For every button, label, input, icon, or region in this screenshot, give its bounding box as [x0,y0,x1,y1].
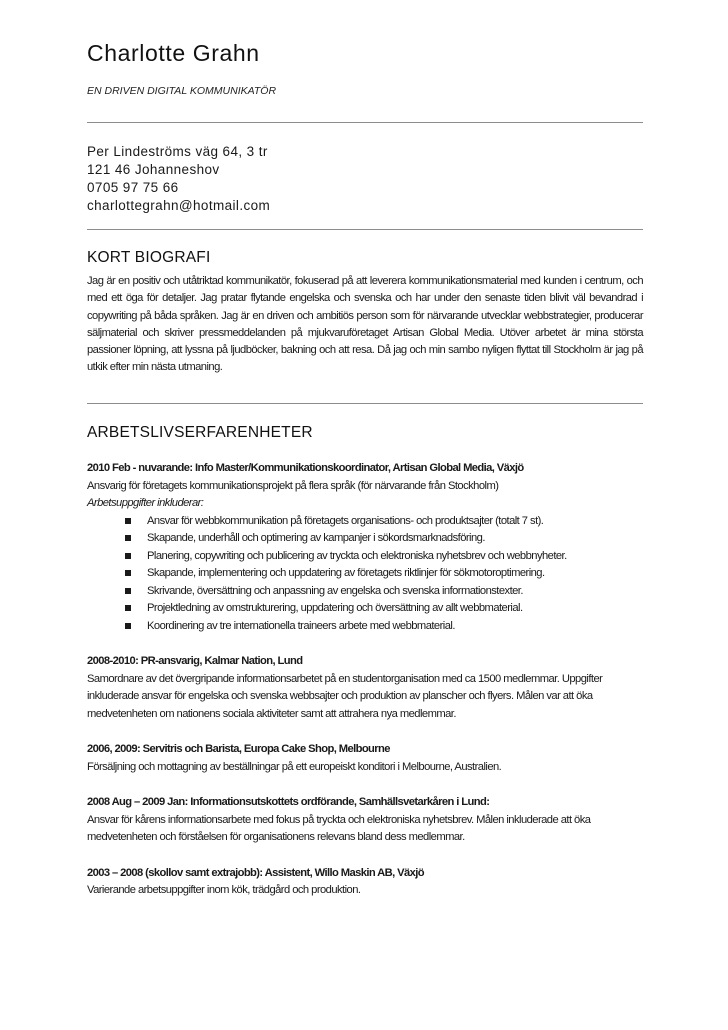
job-task-list [87,513,647,636]
job-entry [87,653,647,723]
task-text: Skapande, underhåll och optimering av kampanjer i sökordsmarknadsföring. [147,532,485,544]
square-bullet-icon [125,570,131,576]
task-text: Skapande, implementering och uppdatering av företagets riktlinjer för sökmotoroptimering. [147,567,545,579]
job-entry [87,794,647,847]
applicant-name: Charlotte Grahn [87,40,260,66]
contact-postal: 121 46 Johanneshov [87,162,220,177]
task-text: Projektledning av omstrukturering, uppdatering och översättning av allt webbmaterial. [147,602,523,614]
job-entry [87,460,647,635]
job-title: 2003 – 2008 (skollov samt extrajobb): Assistent, Willo Maskin AB, Växjö [87,866,424,879]
job-title: 2006, 2009: Servitris och Barista, Europa Cake Shop, Melbourne [87,743,390,755]
job-description-line: Försäljning och mottagning av beställningar på ett europeiskt konditori i Melbourne, Australien. [87,760,502,773]
job-title: 2010 Feb - nuvarande: Info Master/Kommunikationskoordinator, Artisan Global Media, Växjö [87,462,524,474]
task-text: Ansvar för webbkommunikation på företagets organisations- och produktsajter (totalt 7 st). [147,514,544,527]
divider [87,122,643,123]
square-bullet-icon [125,588,131,594]
list-item [125,618,647,636]
divider [87,229,643,230]
task-text: Koordinering av tre internationella traineers arbete med webbmaterial. [147,619,455,632]
experience-heading: ARBETSLIVSERFARENHETER [87,424,313,441]
contact-email: charlottegrahn@hotmail.com [87,198,271,213]
list-item [125,565,647,583]
list-item [125,600,647,618]
job-description-line: medvetenheten om nationens sociala aktiviteter samt att attrahera nya medlemmar. [87,707,456,720]
list-item [125,548,647,566]
square-bullet-icon [125,553,131,559]
job-description-line: Samordnare av det övergripande informationsarbetet på en studentorganisation med ca 1500 medlemmar. Uppgifter [87,672,603,685]
job-title: 2008 Aug – 2009 Jan: Informationsutskottets ordförande, Samhällsvetarkåren i Lund: [87,796,490,808]
job-description-line: inkluderade ansvar för engelska och svenska webbsajter och produktion av planscher och flyers. Målen var att öka [87,690,593,702]
square-bullet-icon [125,623,131,629]
list-item [125,513,647,531]
job-description-line: Varierande arbetsuppgifter inom kök, trädgård och produktion. [87,884,361,896]
divider [87,403,643,404]
job-entry [87,865,647,900]
job-entry [87,741,647,776]
square-bullet-icon [125,518,131,524]
list-item [125,583,647,601]
job-description-line: Ansvar för kårens informationsarbete med fokus på tryckta och elektroniska nyhetsbrev. Målen inkluderade att öka [87,813,591,826]
experience-list [87,460,647,918]
task-text: Planering, copywriting och publicering av tryckta och elektroniska nyhetsbrev och webbnyheter. [147,549,567,562]
bio-text: Jag är en positiv och utåtriktad kommunikatör, fokuserad på att leverera kommunikationsmaterial med kunden i centrum, och med ett öga för detaljer. Jag pratar flytande engelska och svenska och har under den senaste tiden blivit väl bevandrad i copywriting på båda språken. Jag är en driven och ambitiös person som för närvarande utvecklar webbstrategier, producerar säljmaterial och skriver pressmeddelanden på mjukvaruföretaget Artisan Global Media. Utöver arbetet är mina största passioner löpning, att lyssna på ljudböcker, bakning och att resa. Då jag och min sambo nyligen flyttat till Stockholm är jag på utkik efter min nästa utmaning. [87,275,643,374]
square-bullet-icon [125,605,131,611]
job-title: 2008-2010: PR-ansvarig, Kalmar Nation, Lund [87,655,303,667]
task-text: Skrivande, översättning och anpassning av engelska och svenska informationstexter. [147,584,523,597]
contact-block [87,143,270,215]
applicant-tagline: EN DRIVEN DIGITAL KOMMUNIKATÖR [87,85,277,97]
contact-address: Per Lindeströms väg 64, 3 tr [87,144,268,159]
list-item [125,530,647,548]
contact-phone: 0705 97 75 66 [87,180,179,195]
square-bullet-icon [125,535,131,541]
bio-heading: KORT BIOGRAFI [87,249,211,266]
job-tasks-label: Arbetsuppgifter inkluderar: [87,497,204,509]
job-description-line: medvetenheten och förståelsen för organisationens relevans bland dess medlemmar. [87,831,465,843]
job-description: Ansvarig för företagets kommunikationsprojekt på flera språk (för närvarande från Stockholm) [87,479,499,492]
